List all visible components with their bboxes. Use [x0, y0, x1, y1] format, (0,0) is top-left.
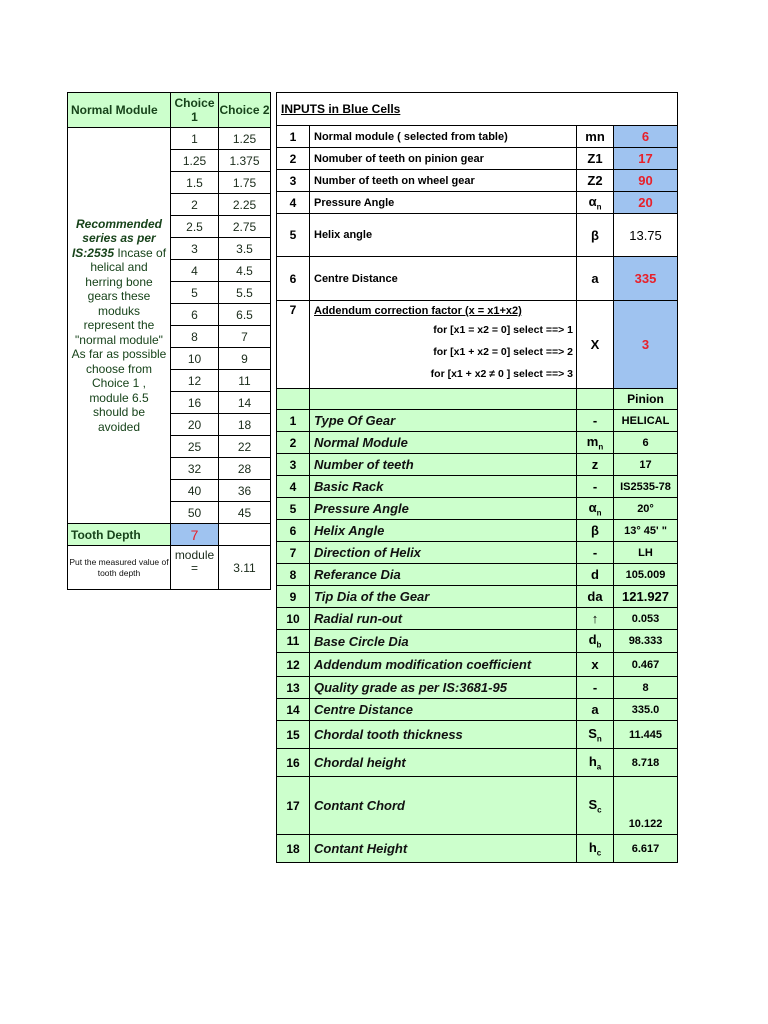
input-row	[277, 257, 678, 301]
symbol-text: z	[591, 457, 599, 472]
result-symbol	[577, 777, 614, 835]
symbol-sub: c	[597, 805, 602, 815]
result-row	[277, 542, 678, 564]
result-number: 17	[277, 777, 310, 835]
result-value: 13° 45' "	[614, 520, 678, 542]
result-desc: Chordal tooth thickness	[310, 721, 577, 749]
input-symbol	[577, 170, 614, 192]
result-row	[277, 677, 678, 699]
result-number: 12	[277, 653, 310, 677]
input-number: 5	[277, 214, 310, 257]
result-row	[277, 835, 678, 863]
symbol-text: d	[591, 567, 599, 582]
symbol-text: m	[586, 433, 599, 449]
result-symbol	[577, 410, 614, 432]
choice1-cell: 3	[171, 238, 219, 260]
result-row	[277, 608, 678, 630]
choice2-cell: 11	[219, 370, 271, 392]
input-symbol	[577, 192, 614, 214]
result-desc: Helix Angle	[310, 520, 577, 542]
result-row	[277, 653, 678, 677]
symbol-text: a	[591, 271, 599, 286]
choice1-cell: 2	[171, 194, 219, 216]
result-number: 11	[277, 630, 310, 653]
choice1-cell: 1.25	[171, 150, 219, 172]
choice1-cell: 6	[171, 304, 219, 326]
result-symbol	[577, 432, 614, 454]
result-value: HELICAL	[614, 410, 678, 432]
input-value[interactable]: 3	[614, 301, 678, 389]
input-row	[277, 126, 678, 148]
input-desc-text: Addendum correction factor (x = x1+x2)	[314, 305, 522, 317]
choice1-cell: 40	[171, 480, 219, 502]
symbol-text: mn	[585, 129, 605, 144]
result-number: 10	[277, 608, 310, 630]
result-desc: Tip Dia of the Gear	[310, 586, 577, 608]
result-row	[277, 777, 678, 835]
symbol-sub: n	[596, 734, 602, 744]
input-value[interactable]: 90	[614, 170, 678, 192]
result-number: 5	[277, 498, 310, 520]
result-desc: Contant Height	[310, 835, 577, 863]
result-desc: Type Of Gear	[310, 410, 577, 432]
input-row	[277, 148, 678, 170]
note-text: Incase of helical and herring bone gears these moduks represent the "normal module" As far as possible choose from Choice 1 , module 6.5 should be avoided	[71, 245, 167, 434]
empty-cell	[219, 524, 271, 546]
choice1-cell: 50	[171, 502, 219, 524]
input-row	[277, 301, 678, 389]
input-desc: Normal module ( selected from table)	[310, 126, 577, 148]
result-number: 8	[277, 564, 310, 586]
result-value: 6.617	[614, 835, 678, 863]
choice2-cell: 14	[219, 392, 271, 414]
result-desc: Contant Chord	[310, 777, 577, 835]
result-value: 8	[614, 677, 678, 699]
result-row	[277, 454, 678, 476]
note-bold: Recommended series as per IS:2535	[71, 216, 163, 260]
tooth-depth-label: Tooth Depth	[68, 524, 171, 546]
result-desc: Normal Module	[310, 432, 577, 454]
symbol-text: Z1	[587, 151, 603, 166]
result-value: 0.053	[614, 608, 678, 630]
choice2-cell: 36	[219, 480, 271, 502]
input-desc: Pressure Angle	[310, 192, 577, 214]
result-number: 9	[277, 586, 310, 608]
result-value: 17	[614, 454, 678, 476]
symbol-text: h	[588, 839, 597, 855]
result-symbol	[577, 677, 614, 699]
result-value: 0.467	[614, 653, 678, 677]
choice1-cell: 32	[171, 458, 219, 480]
symbol-text: da	[587, 589, 603, 604]
symbol-text: X	[590, 337, 600, 352]
result-number: 6	[277, 520, 310, 542]
choice1-cell: 16	[171, 392, 219, 414]
input-value[interactable]: 17	[614, 148, 678, 170]
symbol-sub: n	[598, 442, 604, 452]
choice2-cell: 1.25	[219, 128, 271, 150]
result-row	[277, 749, 678, 777]
result-value: LH	[614, 542, 678, 564]
result-value: IS2535-78	[614, 476, 678, 498]
result-symbol	[577, 476, 614, 498]
input-number: 2	[277, 148, 310, 170]
input-desc: Centre Distance	[310, 257, 577, 301]
input-value: 13.75	[614, 214, 678, 257]
input-symbol	[577, 126, 614, 148]
choice1-cell: 5	[171, 282, 219, 304]
symbol-text: S	[588, 725, 597, 741]
symbol-text: x	[591, 657, 599, 672]
symbol-sub: n	[596, 202, 602, 212]
choice2-cell: 45	[219, 502, 271, 524]
result-number: 3	[277, 454, 310, 476]
result-value: 121.927	[614, 586, 678, 608]
symbol-text: -	[592, 545, 598, 560]
symbol-text: a	[591, 702, 599, 717]
option-line: for [x1 + x2 = 0] select ==> 2	[433, 346, 574, 358]
computed-module-value: 3.11	[219, 546, 271, 590]
symbol-text: -	[592, 479, 598, 494]
input-value[interactable]: 6	[614, 126, 678, 148]
symbol-text: S	[588, 796, 598, 812]
choice1-cell: 10	[171, 348, 219, 370]
result-row	[277, 520, 678, 542]
symbol-text: -	[592, 413, 598, 428]
result-desc: Centre Distance	[310, 699, 577, 721]
normal-module-header: Normal Module	[68, 93, 171, 128]
result-row	[277, 586, 678, 608]
input-number: 4	[277, 192, 310, 214]
choice2-cell: 1.75	[219, 172, 271, 194]
result-number: 16	[277, 749, 310, 777]
result-desc: Direction of Helix	[310, 542, 577, 564]
choice2-cell: 2.75	[219, 216, 271, 238]
result-number: 13	[277, 677, 310, 699]
choice1-cell: 1	[171, 128, 219, 150]
result-row	[277, 699, 678, 721]
result-desc: Basic Rack	[310, 476, 577, 498]
result-row	[277, 476, 678, 498]
symbol-text: α	[588, 499, 597, 515]
result-symbol	[577, 498, 614, 520]
input-number: 3	[277, 170, 310, 192]
symbol-text: β	[591, 523, 599, 538]
symbol-sub: b	[596, 640, 602, 650]
choice2-cell: 28	[219, 458, 271, 480]
choice2-cell: 6.5	[219, 304, 271, 326]
result-number: 1	[277, 410, 310, 432]
result-symbol	[577, 835, 614, 863]
result-symbol	[577, 749, 614, 777]
symbol-sub: n	[596, 508, 602, 518]
result-desc: Referance Dia	[310, 564, 577, 586]
module-label: module =	[171, 546, 219, 590]
input-number: 7	[277, 301, 310, 389]
result-symbol	[577, 721, 614, 749]
symbol-text: α	[588, 193, 597, 209]
input-value[interactable]: 335	[614, 257, 678, 301]
option-line: for [x1 + x2 ≠ 0 ] select ==> 3	[430, 368, 574, 380]
input-desc: Helix angle	[310, 214, 577, 257]
choice1-cell: 1.5	[171, 172, 219, 194]
symbol-sub: c	[596, 848, 602, 858]
choice2-cell: 2.25	[219, 194, 271, 216]
symbol-text: ↑	[591, 611, 599, 626]
inputs-title: INPUTS in Blue Cells	[277, 93, 577, 126]
input-value[interactable]: 20	[614, 192, 678, 214]
result-row	[277, 498, 678, 520]
result-value: 98.333	[614, 630, 678, 653]
tooth-depth-input[interactable]: 7	[171, 524, 219, 546]
choice1-cell: 12	[171, 370, 219, 392]
choice2-cell: 4.5	[219, 260, 271, 282]
result-symbol	[577, 564, 614, 586]
result-value: 20°	[614, 498, 678, 520]
recommended-series-note	[68, 128, 171, 524]
input-row	[277, 192, 678, 214]
pinion-header: Pinion	[614, 389, 678, 410]
input-symbol	[577, 301, 614, 389]
option-line: for [x1 = x2 = 0] select ==> 1	[433, 324, 574, 336]
result-value: 105.009	[614, 564, 678, 586]
choice2-header: Choice 2	[219, 93, 271, 128]
symbol-text: β	[591, 227, 599, 243]
result-value: 335.0	[614, 699, 678, 721]
result-desc: Quality grade as per IS:3681-95	[310, 677, 577, 699]
result-row	[277, 432, 678, 454]
result-number: 14	[277, 699, 310, 721]
choice1-cell: 2.5	[171, 216, 219, 238]
input-row	[277, 170, 678, 192]
result-symbol	[577, 653, 614, 677]
result-value: 8.718	[614, 749, 678, 777]
gear-calc-table	[276, 92, 678, 863]
input-desc: Nomuber of teeth on pinion gear	[310, 148, 577, 170]
choice2-cell: 9	[219, 348, 271, 370]
symbol-text: Z2	[587, 173, 603, 188]
result-row	[277, 721, 678, 749]
choice2-cell: 7	[219, 326, 271, 348]
choice2-cell: 3.5	[219, 238, 271, 260]
choice2-cell: 1.375	[219, 150, 271, 172]
result-number: 2	[277, 432, 310, 454]
result-symbol	[577, 630, 614, 653]
input-symbol	[577, 148, 614, 170]
result-symbol	[577, 608, 614, 630]
result-value: 6	[614, 432, 678, 454]
input-desc	[310, 301, 577, 389]
result-desc: Pressure Angle	[310, 498, 577, 520]
input-symbol	[577, 257, 614, 301]
result-symbol	[577, 520, 614, 542]
choice2-cell: 22	[219, 436, 271, 458]
module-row	[68, 128, 271, 150]
measured-depth-label: Put the measured value of tooth depth	[68, 546, 171, 590]
choice1-header: Choice 1	[171, 93, 219, 128]
input-desc: Number of teeth on wheel gear	[310, 170, 577, 192]
result-desc: Base Circle Dia	[310, 630, 577, 653]
input-symbol	[577, 214, 614, 257]
result-value: 11.445	[614, 721, 678, 749]
input-row	[277, 214, 678, 257]
result-value: 10.122	[614, 777, 678, 835]
symbol-sub: a	[596, 762, 602, 772]
result-symbol	[577, 542, 614, 564]
choice1-cell: 4	[171, 260, 219, 282]
result-row	[277, 564, 678, 586]
result-row	[277, 410, 678, 432]
result-number: 15	[277, 721, 310, 749]
input-number: 6	[277, 257, 310, 301]
choice1-cell: 25	[171, 436, 219, 458]
result-desc: Addendum modification coefficient	[310, 653, 577, 677]
symbol-text: h	[588, 753, 597, 769]
module-table	[67, 92, 271, 590]
choice1-cell: 20	[171, 414, 219, 436]
result-number: 7	[277, 542, 310, 564]
result-symbol	[577, 699, 614, 721]
result-desc: Radial run-out	[310, 608, 577, 630]
symbol-text: d	[588, 632, 597, 648]
result-row	[277, 630, 678, 653]
choice2-cell: 5.5	[219, 282, 271, 304]
choice1-cell: 8	[171, 326, 219, 348]
input-number: 1	[277, 126, 310, 148]
result-symbol	[577, 454, 614, 476]
result-number: 18	[277, 835, 310, 863]
result-symbol	[577, 586, 614, 608]
choice2-cell: 18	[219, 414, 271, 436]
symbol-text: -	[592, 680, 598, 695]
result-desc: Number of teeth	[310, 454, 577, 476]
result-number: 4	[277, 476, 310, 498]
result-desc: Chordal height	[310, 749, 577, 777]
